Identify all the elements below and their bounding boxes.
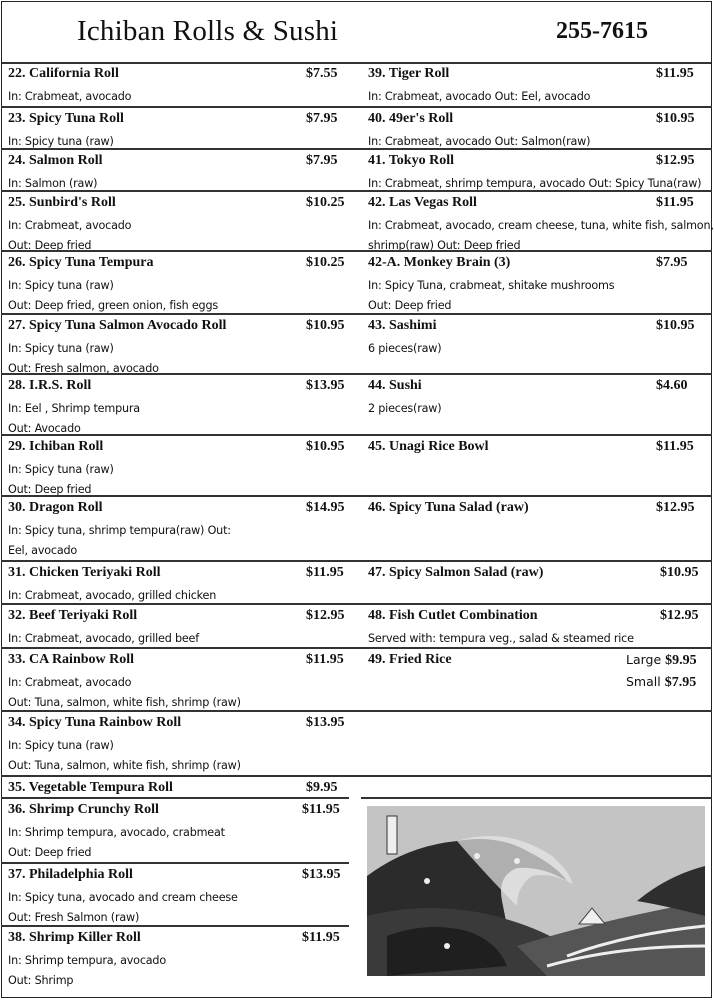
description-line: Out: Deep fried xyxy=(8,238,92,252)
item-description xyxy=(8,87,131,107)
item-description xyxy=(8,736,241,775)
menu-item xyxy=(1,647,361,710)
description-line: In: Spicy tuna (raw) xyxy=(8,739,114,752)
menu-item xyxy=(1,190,361,250)
item-description xyxy=(8,276,218,315)
row-divider xyxy=(1,313,712,315)
description-line: In: Crabmeat, avocado, grilled beef xyxy=(8,632,199,645)
menu-header xyxy=(2,2,711,64)
menu-item xyxy=(361,603,711,647)
item-price: $12.95 xyxy=(656,153,695,168)
menu-item xyxy=(361,373,711,434)
description-line: In: Shrimp tempura, avocado, crabmeat xyxy=(8,826,225,839)
menu-item xyxy=(1,710,361,775)
item-price: $13.95 xyxy=(306,715,345,730)
item-price: $10.95 xyxy=(660,565,699,580)
item-name: 26. Spicy Tuna Tempura xyxy=(8,255,154,270)
menu-item xyxy=(1,495,361,560)
item-name: 41. Tokyo Roll xyxy=(368,153,454,168)
menu-item xyxy=(1,560,361,603)
description-line: In: Crabmeat, avocado, grilled chicken xyxy=(8,589,217,602)
item-name: 28. I.R.S. Roll xyxy=(8,378,92,393)
item-name: 32. Beef Teriyaki Roll xyxy=(8,608,138,623)
description-line: In: Spicy tuna (raw) xyxy=(8,135,114,148)
wave-artwork-icon xyxy=(367,806,705,976)
description-line: In: Spicy tuna (raw) xyxy=(8,279,114,292)
description-line: In: Crabmeat, avocado Out: Salmon(raw) xyxy=(368,135,591,148)
item-name: 45. Unagi Rice Bowl xyxy=(368,439,489,454)
description-line: Out: Deep fried xyxy=(368,298,452,312)
phone-number: 255-7615 xyxy=(556,18,648,44)
item-price: $10.25 xyxy=(306,255,345,270)
row-divider xyxy=(1,647,712,649)
item-price: $11.95 xyxy=(656,66,694,81)
menu-item xyxy=(1,250,361,313)
item-name: 29. Ichiban Roll xyxy=(8,439,104,454)
item-name: 23. Spicy Tuna Roll xyxy=(8,111,124,126)
menu-item xyxy=(361,434,711,495)
item-name: 35. Vegetable Tempura Roll xyxy=(8,780,173,795)
item-description xyxy=(8,888,238,927)
row-divider xyxy=(1,925,349,927)
description-line: In: Eel , Shrimp tempura xyxy=(8,402,140,415)
item-name: 42. Las Vegas Roll xyxy=(368,195,477,210)
item-name: 30. Dragon Roll xyxy=(8,500,103,515)
item-price: $12.95 xyxy=(306,608,345,623)
item-name: 36. Shrimp Crunchy Roll xyxy=(8,802,159,817)
description-line: Out: Avocado xyxy=(8,421,81,435)
description-line: In: Crabmeat, avocado Out: Eel, avocado xyxy=(368,90,591,103)
item-price: $11.95 xyxy=(656,439,694,454)
row-divider xyxy=(1,775,712,777)
row-divider xyxy=(1,148,712,150)
item-price: $11.95 xyxy=(306,565,344,580)
menu-item xyxy=(361,495,711,560)
description-line: In: Crabmeat, shrimp tempura, avocado Out: Spicy Tuna(raw) xyxy=(368,177,702,190)
item-price: $12.95 xyxy=(656,500,695,515)
size-label: Small xyxy=(626,674,661,689)
item-name: 47. Spicy Salmon Salad (raw) xyxy=(368,565,544,580)
description-line: Out: Deep fried xyxy=(8,482,92,496)
menu-item xyxy=(361,148,711,190)
row-divider xyxy=(1,862,349,864)
description-line: Out: Shrimp xyxy=(8,973,74,987)
menu-item xyxy=(361,560,711,603)
menu-item xyxy=(1,373,361,434)
description-line: Out: Tuna, salmon, white fish, shrimp (raw) xyxy=(8,758,241,772)
menu-item xyxy=(1,106,361,148)
description-line: In: Crabmeat, avocado, cream cheese, tuna, white fish, salmon, xyxy=(368,219,714,232)
item-price: $10.95 xyxy=(656,111,695,126)
item-price: $14.95 xyxy=(306,500,345,515)
item-name: 38. Shrimp Killer Roll xyxy=(8,930,141,945)
item-description xyxy=(368,399,441,419)
size-price xyxy=(626,674,696,691)
description-line: In: Spicy tuna, avocado and cream cheese xyxy=(8,891,238,904)
menu-item xyxy=(1,862,361,925)
item-price: $9.95 xyxy=(306,780,338,795)
restaurant-name: Ichiban Rolls & Sushi xyxy=(77,15,339,47)
row-divider xyxy=(1,250,712,252)
description-line: In: Spicy tuna, shrimp tempura(raw) Out: xyxy=(8,524,231,537)
row-divider xyxy=(1,560,712,562)
row-divider xyxy=(1,710,712,712)
item-price: $4.60 xyxy=(656,378,688,393)
item-description xyxy=(8,629,199,649)
description-line: Out: Deep fried, green onion, fish eggs xyxy=(8,298,218,312)
description-line: Out: Deep fried xyxy=(8,845,92,859)
item-name: 43. Sashimi xyxy=(368,318,437,333)
item-price: $11.95 xyxy=(302,930,340,945)
item-price: $7.95 xyxy=(656,255,688,270)
item-price: $13.95 xyxy=(306,378,345,393)
row-divider xyxy=(361,797,712,799)
description-line: Served with: tempura veg., salad & steamed rice xyxy=(368,632,634,645)
description-line: In: Spicy tuna (raw) xyxy=(8,342,114,355)
menu-item xyxy=(1,775,361,797)
item-price: $11.95 xyxy=(302,802,340,817)
wave-artwork-image xyxy=(367,806,705,976)
item-name: 42-A. Monkey Brain (3) xyxy=(368,255,511,270)
item-name: 39. Tiger Roll xyxy=(368,66,450,81)
row-divider xyxy=(1,603,712,605)
description-line: shrimp(raw) Out: Deep fried xyxy=(368,238,521,252)
menu-item xyxy=(361,647,711,710)
item-price: $13.95 xyxy=(302,867,341,882)
description-line: Out: Fresh salmon, avocado xyxy=(8,361,159,375)
size-amount: $9.95 xyxy=(665,653,697,668)
item-price: $7.95 xyxy=(306,111,338,126)
description-line: In: Spicy tuna (raw) xyxy=(8,463,114,476)
size-price xyxy=(626,652,697,669)
item-price: $11.95 xyxy=(656,195,694,210)
item-description xyxy=(368,276,614,315)
description-line: Out: Tuna, salmon, white fish, shrimp (raw) xyxy=(8,695,241,709)
menu-item xyxy=(361,250,711,313)
item-price: $7.55 xyxy=(306,66,338,81)
row-divider xyxy=(1,434,712,436)
menu-item xyxy=(1,797,361,862)
row-divider xyxy=(1,106,712,108)
item-description xyxy=(8,521,231,560)
menu-item xyxy=(1,603,361,647)
item-price: $10.25 xyxy=(306,195,345,210)
menu-item xyxy=(1,434,361,495)
item-price: $10.95 xyxy=(306,318,345,333)
item-name: 46. Spicy Tuna Salad (raw) xyxy=(368,500,529,515)
item-name: 37. Philadelphia Roll xyxy=(8,867,133,882)
item-name: 24. Salmon Roll xyxy=(8,153,103,168)
item-price: $7.95 xyxy=(306,153,338,168)
description-line: In: Crabmeat, avocado xyxy=(8,676,132,689)
menu-item xyxy=(361,313,711,373)
item-price: $10.95 xyxy=(306,439,345,454)
item-name: 44. Sushi xyxy=(368,378,422,393)
item-price: $11.95 xyxy=(306,652,344,667)
menu-item xyxy=(361,190,714,252)
item-description xyxy=(368,339,441,359)
description-line: Out: Fresh Salmon (raw) xyxy=(8,910,140,924)
description-line: Eel, avocado xyxy=(8,543,78,557)
row-divider xyxy=(1,373,712,375)
item-name: 27. Spicy Tuna Salmon Avocado Roll xyxy=(8,318,227,333)
item-price: $12.95 xyxy=(660,608,699,623)
item-name: 31. Chicken Teriyaki Roll xyxy=(8,565,161,580)
description-line: 6 pieces(raw) xyxy=(368,342,442,355)
row-divider xyxy=(1,190,712,192)
item-name: 49. Fried Rice xyxy=(368,652,452,667)
description-line: In: Crabmeat, avocado xyxy=(8,219,132,232)
item-description xyxy=(368,629,634,649)
description-line: In: Crabmeat, avocado xyxy=(8,90,132,103)
menu-item xyxy=(361,106,711,148)
item-price: $10.95 xyxy=(656,318,695,333)
row-divider xyxy=(1,495,712,497)
menu-item xyxy=(1,148,361,190)
item-name: 40. 49er's Roll xyxy=(368,111,454,126)
item-description xyxy=(8,399,140,438)
description-line: In: Shrimp tempura, avocado xyxy=(8,954,166,967)
description-line: In: Salmon (raw) xyxy=(8,177,98,190)
menu-item xyxy=(1,313,361,373)
item-description xyxy=(8,823,225,862)
item-name: 22. California Roll xyxy=(8,66,119,81)
item-description xyxy=(368,87,590,107)
item-name: 34. Spicy Tuna Rainbow Roll xyxy=(8,715,182,730)
item-name: 25. Sunbird's Roll xyxy=(8,195,116,210)
description-line: 2 pieces(raw) xyxy=(368,402,442,415)
size-label: Large xyxy=(626,652,662,667)
size-amount: $7.95 xyxy=(664,675,697,690)
item-name: 33. CA Rainbow Roll xyxy=(8,652,135,667)
item-name: 48. Fish Cutlet Combination xyxy=(368,608,538,623)
description-line: In: Spicy Tuna, crabmeat, shitake mushrooms xyxy=(368,279,615,292)
item-description xyxy=(8,460,114,499)
row-divider xyxy=(1,797,349,799)
menu-item xyxy=(1,61,361,106)
menu-item xyxy=(361,61,711,106)
item-description xyxy=(8,951,166,990)
menu-item xyxy=(1,925,361,998)
item-description xyxy=(8,673,241,712)
